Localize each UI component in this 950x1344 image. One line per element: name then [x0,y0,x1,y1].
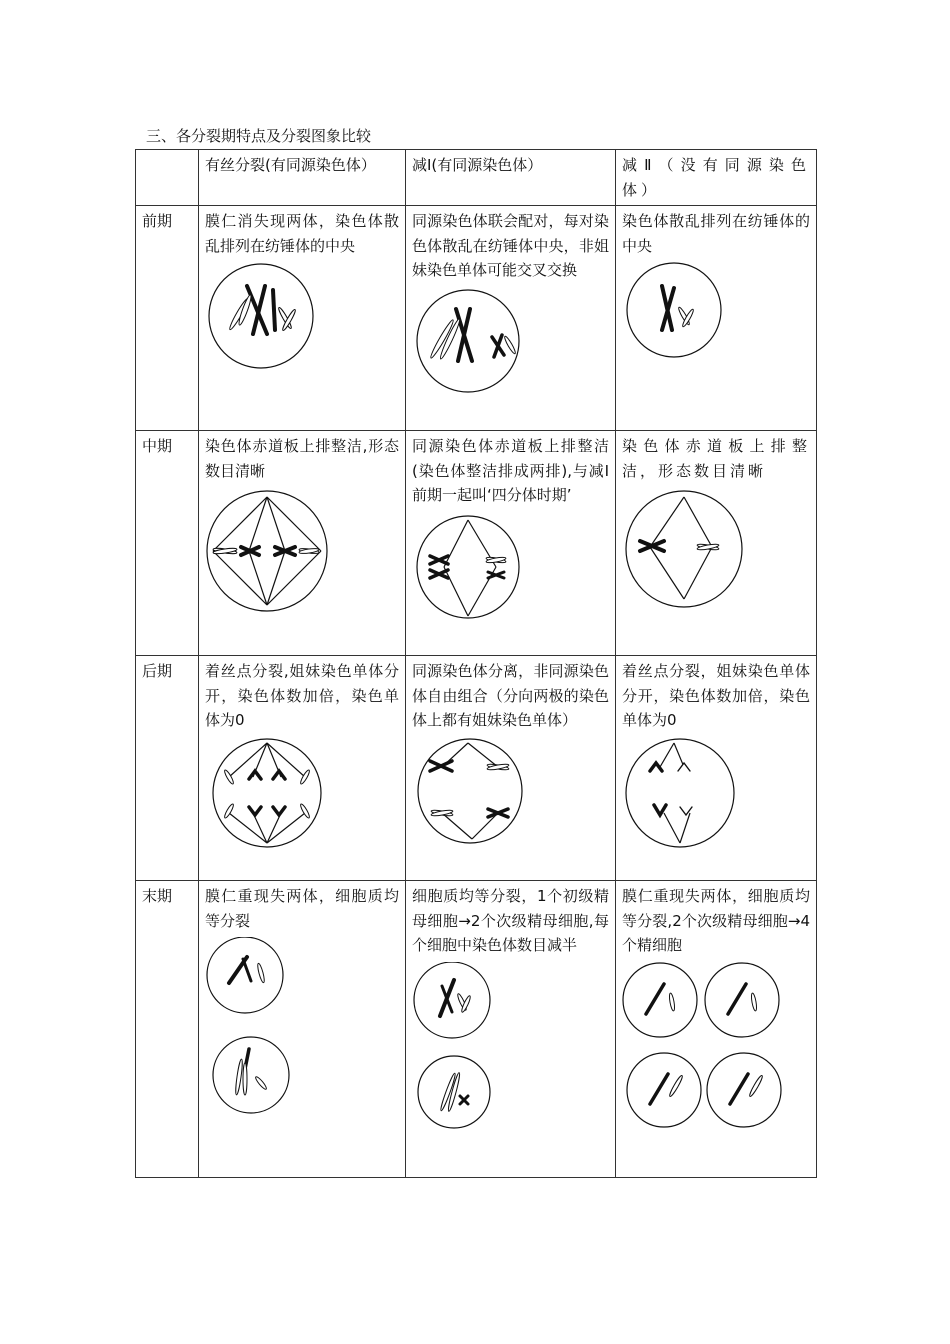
mitosis-cell [199,206,406,431]
meiosis2-cell [616,431,817,656]
cell-diagram [412,962,609,1130]
table-row [136,431,817,656]
cell-diagram [622,262,810,370]
cell-diagram [622,962,810,1132]
stage-label: 中期 [136,431,199,656]
cell-diagram [622,487,810,611]
page-title: 三、各分裂期特点及分裂图象比较 [146,127,372,145]
table-header-row [136,150,817,206]
cell-diagram [412,287,609,395]
meiosis2-cell [616,656,817,881]
cell-diagram [205,937,399,1115]
header-meiosis1: 减Ⅰ(有同源染色体） [406,150,616,206]
cell-diagram [205,737,399,849]
mitosis-cell [199,656,406,881]
description: 膜仁重现失两体，细胞质均等分裂 [205,887,399,930]
description: 膜仁消失现两体，染色体散乱排列在纺锤体的中央 [205,212,399,255]
stage-label: 末期 [136,881,199,1178]
meiosis1-cell [406,881,616,1178]
meiosis2-cell [616,881,817,1178]
comparison-table [135,149,817,1178]
description: 同源染色体分离，非同源染色体自由组合（分向两极的染色体上都有姐妹染色单体） [412,662,609,729]
header-stage [136,150,199,206]
meiosis2-cell [616,206,817,431]
description: 膜仁重现失两体，细胞质均等分裂,2个次级精母细胞→4个精细胞 [622,887,810,954]
cell-diagram [205,262,399,370]
description: 同源染色体联会配对，每对染色体散乱在纺锤体中央，非姐妹染色单体可能交叉交换 [412,212,609,279]
mitosis-cell [199,881,406,1178]
table-row [136,206,817,431]
description: 着丝点分裂，姐妹染色单体分开，染色体数加倍，染色单体为0 [622,662,810,729]
meiosis1-cell [406,656,616,881]
cell-diagram [205,487,399,615]
table-row [136,881,817,1178]
table-row [136,656,817,881]
stage-label: 后期 [136,656,199,881]
meiosis1-cell [406,206,616,431]
stage-label: 前期 [136,206,199,431]
description: 染色体赤道板上排整洁，形态数目清晰 [622,437,810,480]
description: 染色体赤道板上排整洁,形态数目清晰 [205,437,399,480]
description: 同源染色体赤道板上排整洁(染色体整洁排成两排),与减Ⅰ前期一起叫‘四分体时期’ [412,437,609,504]
cell-diagram [412,512,609,622]
description: 细胞质均等分裂，1个初级精母细胞→2个次级精母细胞,每个细胞中染色体数目减半 [412,887,609,954]
cell-diagram [412,737,609,845]
cell-diagram [622,737,810,851]
header-meiosis2: 减Ⅱ（没有同源染色体） [616,150,817,206]
description: 着丝点分裂,姐妹染色单体分开，染色体数加倍，染色单体为0 [205,662,399,729]
meiosis1-cell [406,431,616,656]
header-mitosis: 有丝分裂(有同源染色体） [199,150,406,206]
mitosis-cell [199,431,406,656]
description: 染色体散乱排列在纺锤体的中央 [622,212,810,255]
